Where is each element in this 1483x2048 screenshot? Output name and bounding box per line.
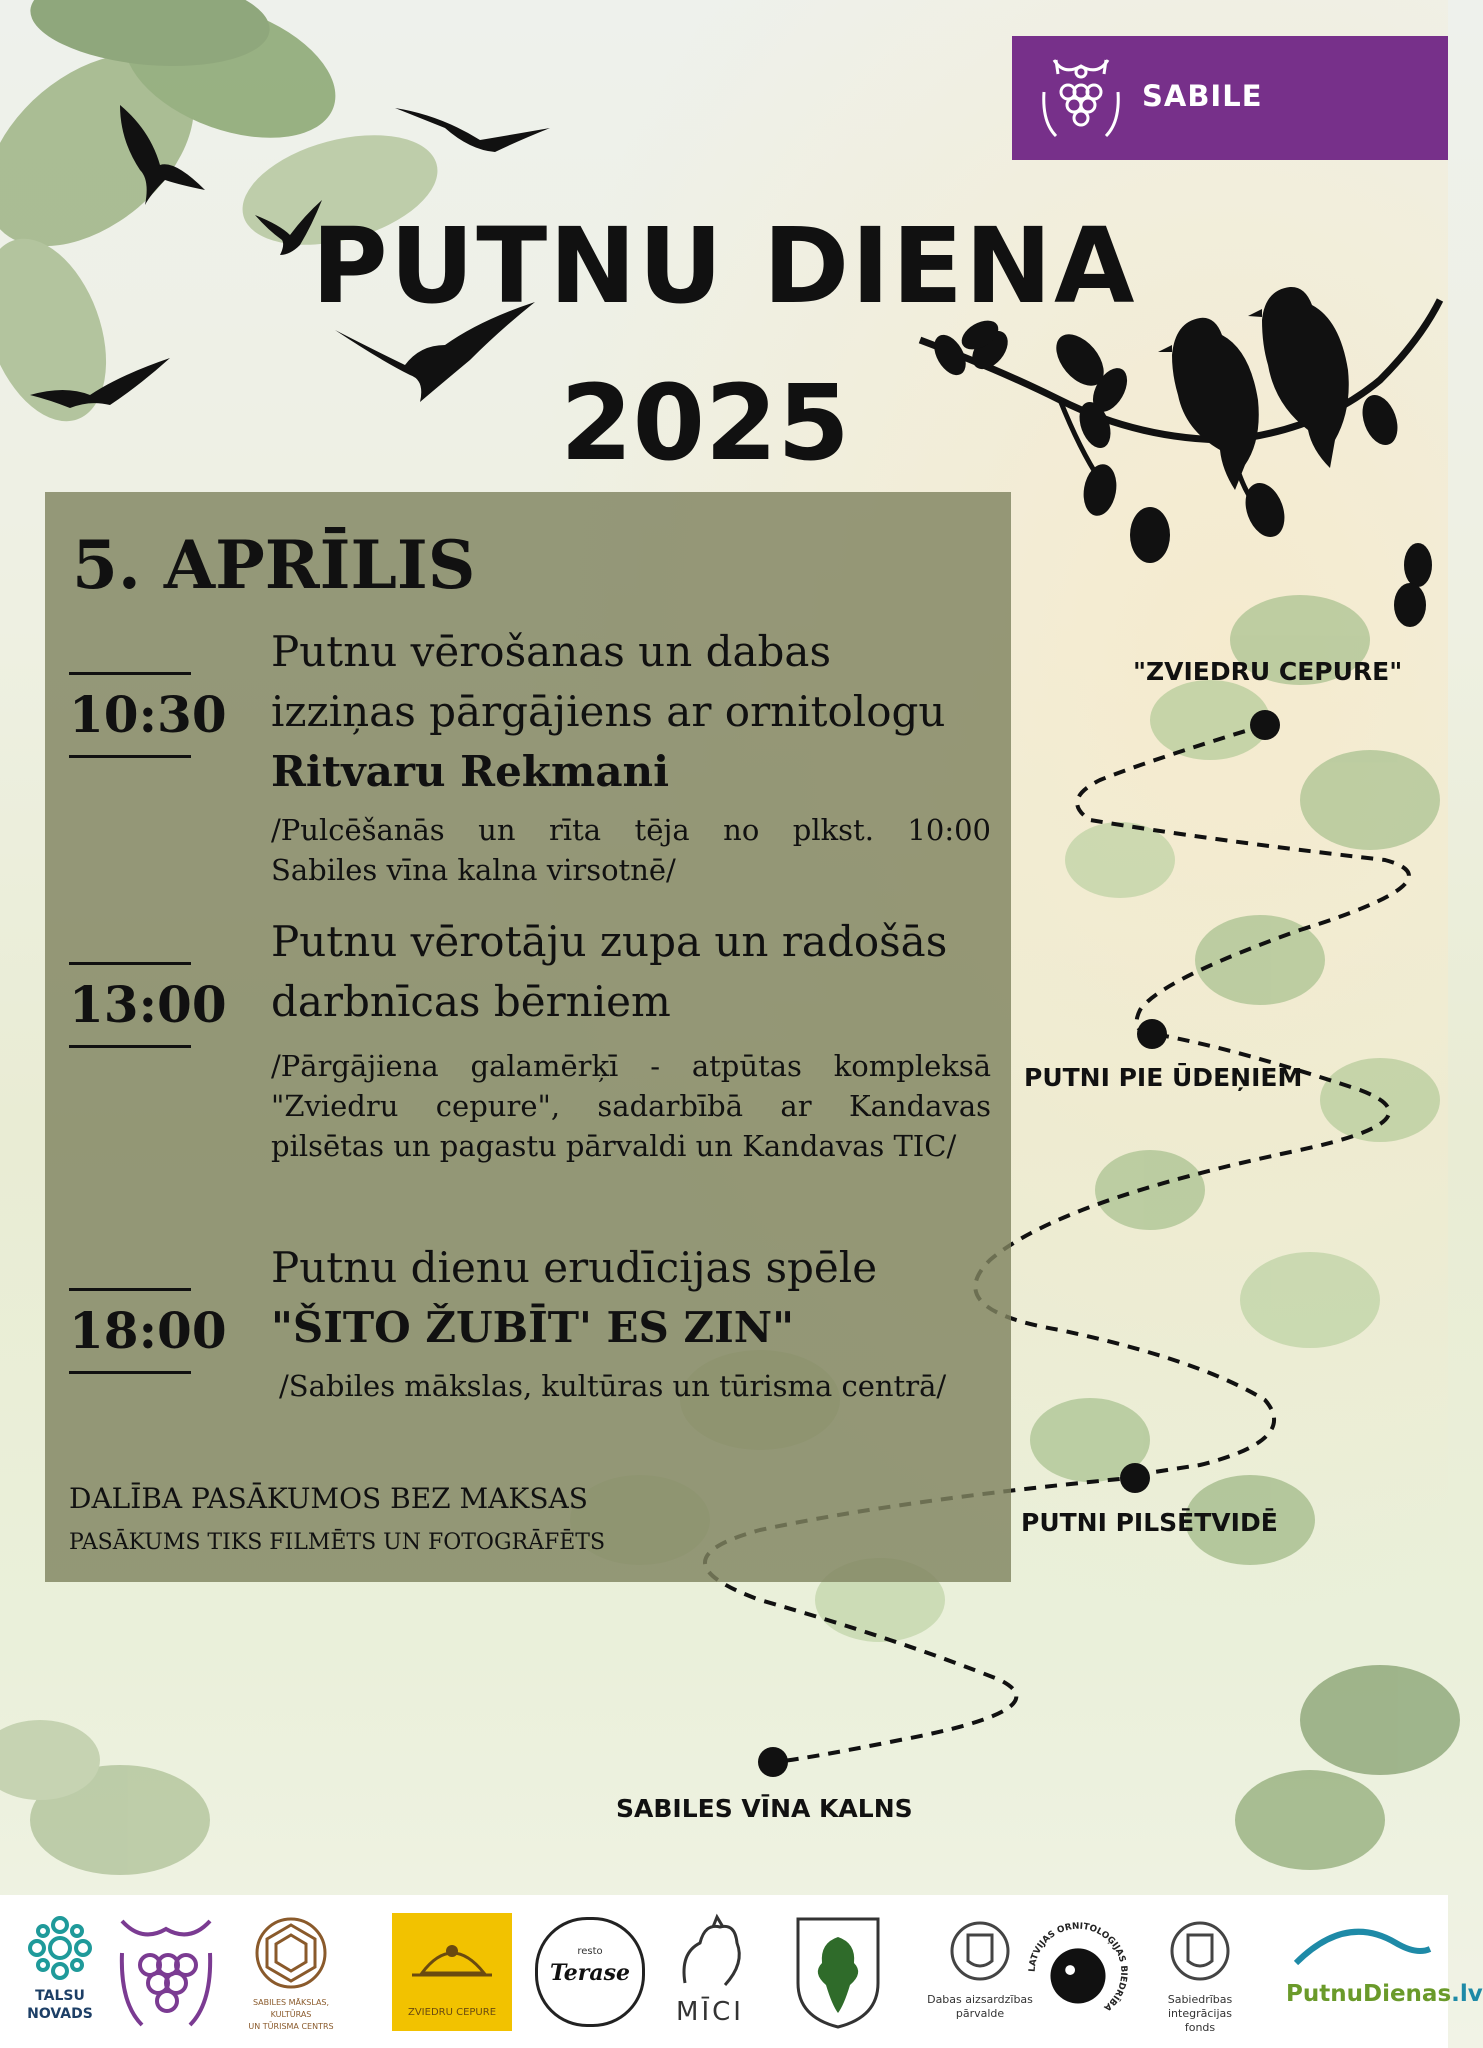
mici-logo <box>665 1913 755 2031</box>
event-title-line: izziņas pārgājiens ar ornitologu <box>271 687 946 736</box>
putnudienas-logo-text: PutnuDienas.lv <box>1286 1981 1483 2007</box>
event-time: 10:30 <box>69 685 227 744</box>
sif-logo-line2: fonds <box>1184 2021 1216 2034</box>
smktc-logo-line2: UN TŪRISMA CENTRS <box>248 2022 334 2031</box>
event-note: Sabiles vīna kalna virsotnē/ <box>271 853 676 887</box>
stop-dot-zviedru-cepure <box>1250 710 1280 740</box>
talsu-novads-logo <box>18 1913 102 2031</box>
time-block-1 <box>69 672 227 758</box>
event-title-line: Putnu vērotāju zupa un radošās <box>271 917 948 966</box>
event-year: 2025 <box>560 362 850 484</box>
talsu-emblem-icon <box>18 1913 102 1983</box>
lob-ring-logo-icon <box>1018 1913 1138 2031</box>
event-note: /Pulcēšanās un rīta tēja no plkst. 10:00 <box>271 813 991 847</box>
zviedru-hat-icon <box>392 1913 512 2003</box>
event-time: 13:00 <box>69 975 227 1034</box>
brand-name: SABILE <box>1142 79 1263 113</box>
smktc-emblem-icon <box>232 1913 350 1993</box>
zviedru-logo-text: ZVIEDRU CEPURE <box>407 2007 497 2018</box>
terase-name-text: Terase <box>549 1960 631 1986</box>
kandava-coat-of-arms-icon <box>792 1913 884 2031</box>
event-game-name: "ŠITO ŽUBĪT' ES ZIN" <box>271 1303 795 1352</box>
sif-logo <box>1140 1913 1260 2034</box>
zviedru-cepure-logo <box>392 1913 512 2031</box>
smktc-logo-line1: SABILES MĀKSLAS, KULTŪRAS <box>252 1998 330 2019</box>
event-title-line: darbnīcas bērniem <box>271 977 671 1026</box>
stop-dot-putni-pilsetvide <box>1120 1463 1150 1493</box>
mici-cat-icon <box>665 1913 755 1993</box>
sabile-grape-logo-icon <box>112 1913 220 2031</box>
event-note: /Sabiles mākslas, kultūras un tūrisma centrā/ <box>279 1369 947 1403</box>
time-block-2 <box>69 962 227 1048</box>
mici-logo-text: MĪCI <box>676 1997 744 2027</box>
sif-emblem-icon <box>1140 1913 1260 1989</box>
lob-ring-text: LATVIJAS ORNITOLOĢIJAS BIEDRĪBA <box>1027 1921 1129 2013</box>
event-1 <box>271 622 991 890</box>
schedule-panel <box>45 492 1011 1582</box>
event-title-line: Putnu dienu erudīcijas spēle <box>271 1243 878 1292</box>
dap-logo-line1: Dabas aizsardzības <box>927 1993 1033 2006</box>
time-block-3 <box>69 1288 227 1374</box>
sif-logo-line1: Sabiedrības integrācijas <box>1167 1993 1233 2020</box>
route-stop-putni-pie-udeniem: PUTNI PIE ŪDEŅIEM <box>1024 1063 1303 1092</box>
talsu-logo-line1: TALSU <box>35 1988 85 2004</box>
stop-dot-sabiles-vina-kalns <box>758 1747 788 1777</box>
filming-note: PASĀKUMS TIKS FILMĒTS UN FOTOGRĀFĒTS <box>69 1530 606 1555</box>
resto-terase-logo <box>535 1913 645 2031</box>
grape-logo-icon <box>1036 52 1126 144</box>
free-entry-note: DALĪBA PASĀKUMOS BEZ MAKSAS <box>69 1482 588 1515</box>
putnudienas-swoosh-icon <box>1286 1913 1436 1977</box>
terase-small-text: resto <box>577 1946 603 1957</box>
event-time: 18:00 <box>69 1301 227 1360</box>
event-title: PUTNU DIENA <box>311 205 1137 327</box>
event-guide-name: Ritvaru Rekmani <box>271 747 670 796</box>
sponsor-logos-strip <box>0 1895 1483 2048</box>
event-2 <box>271 912 991 1166</box>
event-title-line: Putnu vērošanas un dabas <box>271 627 832 676</box>
smktc-logo <box>232 1913 350 2031</box>
stop-dot-putni-pie-udeniem <box>1137 1019 1167 1049</box>
route-stop-zviedru-cepure: "ZVIEDRU CEPURE" <box>1133 657 1403 686</box>
event-note: /Pārgājiena galamērķī - atpūtas kompleksā "Zviedru cepure", sadarbībā ar Kandavas pilsētas un pagastu pārvaldi un Kandavas TIC/ <box>271 1049 991 1163</box>
sabile-brand-badge <box>1012 36 1448 160</box>
route-stop-putni-pilsetvide: PUTNI PILSĒTVIDĒ <box>1021 1508 1278 1537</box>
putnudienas-logo <box>1286 1913 1483 2031</box>
event-date: 5. APRĪLIS <box>72 526 476 604</box>
talsu-logo-line2: NOVADS <box>27 2006 93 2022</box>
event-3 <box>271 1238 991 1406</box>
route-stop-sabiles-vina-kalns: SABILES VĪNA KALNS <box>616 1794 913 1823</box>
dap-logo-line2: pārvalde <box>955 2007 1005 2020</box>
